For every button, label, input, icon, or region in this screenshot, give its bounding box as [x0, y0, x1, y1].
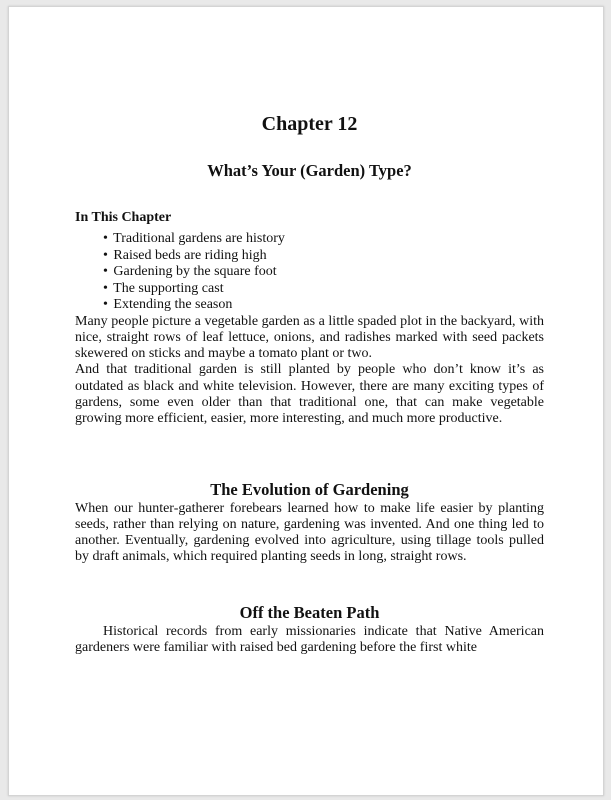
page-content — [75, 111, 544, 656]
chapter-title: Chapter 12 — [261, 113, 358, 135]
list-item — [103, 297, 544, 314]
list-item-text: Traditional gardens are history — [113, 231, 285, 246]
list-item — [103, 231, 544, 248]
bullet-icon: • — [103, 264, 108, 279]
list-item — [103, 248, 544, 265]
chapter-subtitle: What’s Your (Garden) Type? — [207, 161, 412, 180]
document-page — [8, 6, 604, 796]
bullet-icon: • — [103, 297, 108, 312]
list-item-text: Raised beds are riding high — [113, 247, 267, 263]
list-item — [103, 264, 544, 281]
list-item-text: Extending the season — [113, 297, 233, 312]
bullet-icon: • — [103, 231, 108, 246]
section-heading-evolution: The Evolution of Gardening — [210, 479, 409, 499]
intro-paragraph-2: And that traditional garden is still planted by people who don’t know it’s as outdated as black and white television. However, there are many exciting types of gardens, some even older than that traditional one, that can make vegetable growing more efficient, easier, more interesting, and much more productive. — [75, 362, 544, 427]
in-this-chapter-list — [75, 231, 544, 314]
bullet-icon: • — [103, 280, 108, 296]
list-item-text: Gardening by the square foot — [113, 264, 277, 279]
evolution-paragraph: When our hunter-gatherer forebears learned how to make life easier by planting seeds, rather than relying on nature, gardening was invented. And one thing led to another. Eventually, gardening evolved into agriculture, using tillage tools pulled by draft animals, which required planting seeds in long, straight rows. — [75, 500, 544, 565]
intro-paragraph-1: Many people picture a vegetable garden as a little spaded plot in the backyard, with nice, straight rows of leaf lettuce, onions, and radishes marked with seed packets skewered on sticks and maybe a tomato plant or two. — [75, 313, 544, 362]
section-heading-beaten-path: Off the Beaten Path — [239, 602, 380, 622]
in-this-chapter-heading: In This Chapter — [75, 210, 172, 225]
list-item — [103, 281, 544, 298]
bullet-icon: • — [103, 247, 108, 263]
list-item-text: The supporting cast — [113, 280, 224, 296]
beaten-path-paragraph: Historical records from early missionaries indicate that Native American gardeners were familiar with raised bed gardening before the first white — [75, 623, 544, 656]
